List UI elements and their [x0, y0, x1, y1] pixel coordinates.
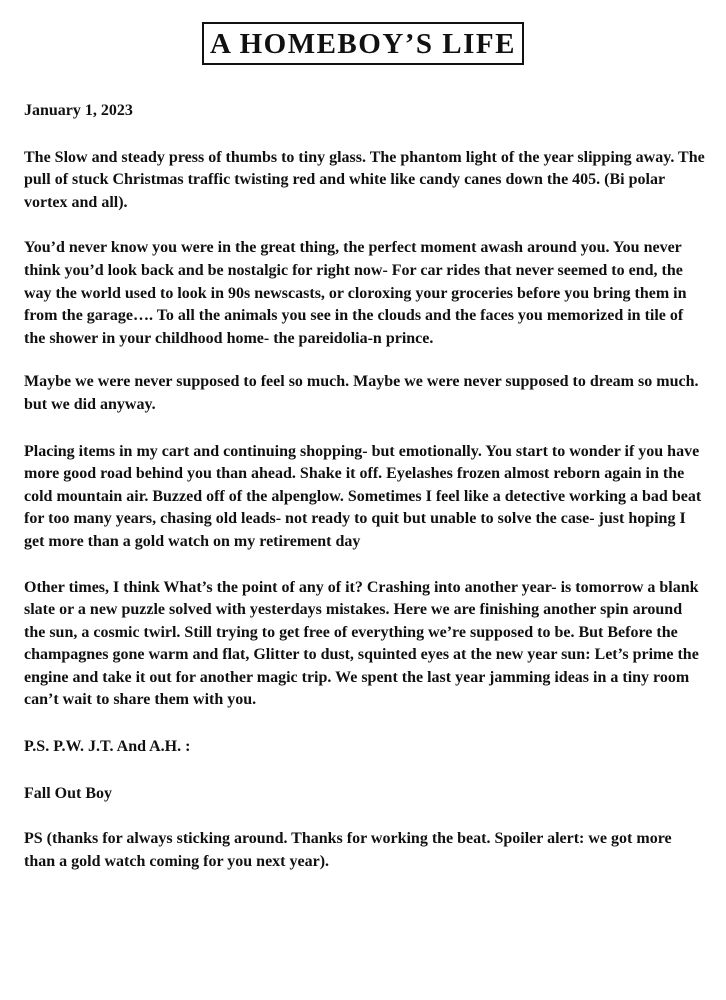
letter-title: A HOMEBOY’S LIFE [202, 22, 524, 65]
letter-body [24, 100, 706, 893]
paragraph-3: Maybe we were never supposed to feel so much. Maybe we were never supposed to dream so much. but we did anyway. [24, 373, 699, 413]
ps-addressees: P.S. P.W. J.T. And A.H. : [24, 738, 191, 756]
paragraph-2: You’d never know you were in the great thing, the perfect moment awash around you. You never think you’d look back and be nostalgic for right now- For car rides that never seemed to end, the way the world used to look in 90s newscasts, or cloroxing your groceries before you bring them in from the garage…. To all the animals you see in the clouds and the faces you memorized in tile of the shower in your childhood home- the pareidolia-n prince. [24, 239, 687, 347]
paragraph-4: Placing items in my cart and continuing shopping- but emotionally. You start to wonder if you have more good road behind you than ahead. Shake it off. Eyelashes frozen almost reborn again in the cold mountain air. Buzzed off of the alpenglow. Sometimes I feel like a detective working a bad beat for too many years, chasing old leads- not ready to quit but unable to solve the case- just hoping I get more than a gold watch on my retirement day [24, 442, 702, 550]
paragraph-1: The Slow and steady press of thumbs to tiny glass. The phantom light of the year slipping away. The pull of stuck Christmas traffic twisting red and white like candy canes down the 405. (Bi polar vortex and all). [24, 148, 705, 211]
ps-note: PS (thanks for always sticking around. Thanks for working the beat. Spoiler alert: we got more than a gold watch coming for you next year). [24, 830, 672, 870]
signature-band-name: Fall Out Boy [24, 784, 113, 802]
paragraph-5: Other times, I think What’s the point of any of it? Crashing into another year- is tomorrow a blank slate or a new puzzle solved with yesterdays mistakes. Here we are finishing another spin around the sun, a cosmic twirl. Still trying to get free of everything we’re supposed to be. But Before the champagnes gone warm and flat, Glitter to dust, squinted eyes at the new year sun: Let’s prime the engine and take it out for another magic trip. We spent the last year jamming ideas in a tiny room can’t wait to share them with you. [24, 578, 699, 709]
letter-date: January 1, 2023 [24, 102, 133, 119]
title-wrapper [0, 22, 726, 65]
